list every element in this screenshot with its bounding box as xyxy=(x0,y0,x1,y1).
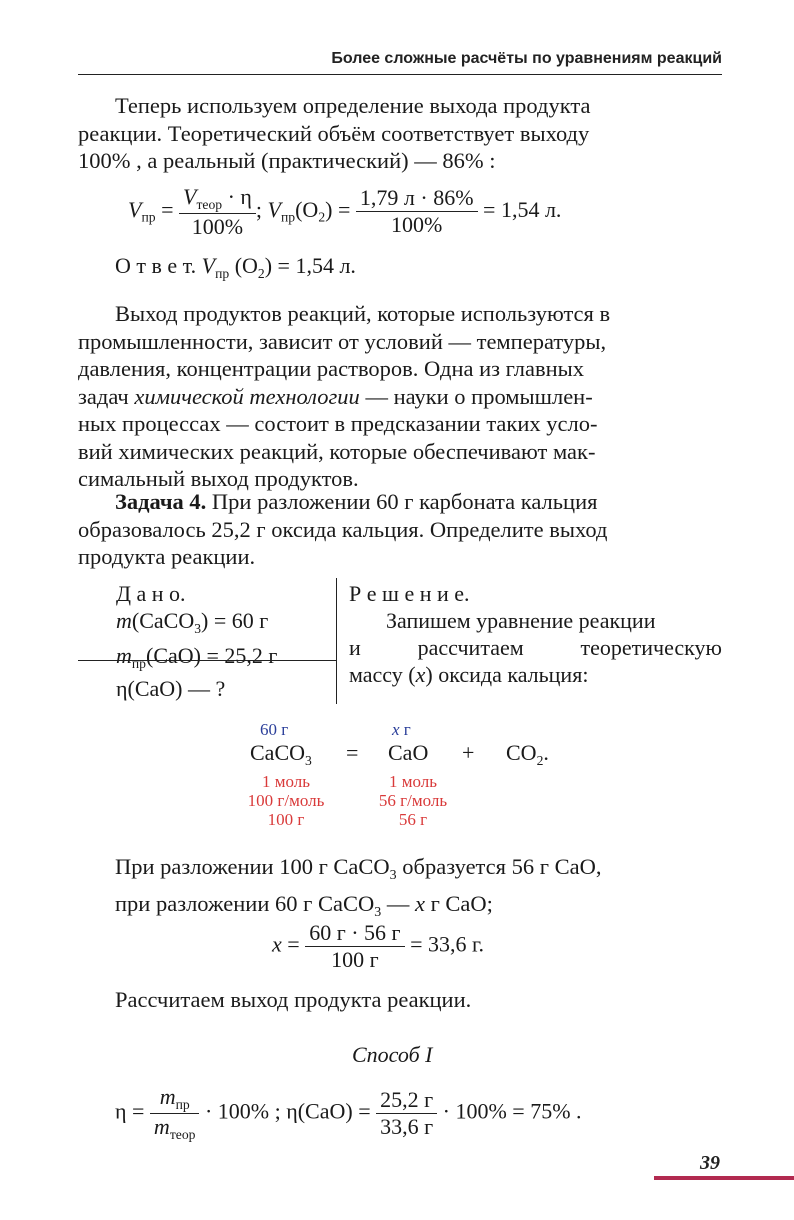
fraction-2 xyxy=(356,185,478,238)
reaction-equals: = xyxy=(346,740,359,765)
given-m2-rest: (CaO) = 25,2 г xyxy=(146,642,278,668)
den-2: 100% xyxy=(391,212,443,238)
pr2-subscript: пр xyxy=(281,209,296,225)
solution-title: Р е ш е н и е. xyxy=(349,581,470,606)
task-4 xyxy=(78,488,722,571)
p2-line-3: давления, концентрации растворов. Одна из главных xyxy=(78,356,584,381)
calc-text xyxy=(115,853,601,927)
running-header xyxy=(78,44,722,75)
formula-yield xyxy=(115,1084,582,1143)
p2-line-2: промышленности, зависит от условий — температуры, xyxy=(78,328,607,354)
formula-volume xyxy=(128,184,561,240)
task-line-3: продукта реакции. xyxy=(78,544,256,569)
reaction-above-1: 60 г xyxy=(260,720,289,739)
f3-den-sub: теор xyxy=(169,1126,196,1142)
below2-molar: 56 г/моль xyxy=(378,791,448,810)
reactant-caco3: CaCO xyxy=(250,740,305,765)
reaction-below-1 xyxy=(226,772,346,829)
f2-eq: = xyxy=(287,931,300,957)
result-1: = 1,54 л. xyxy=(483,196,562,222)
num-v: V xyxy=(182,184,197,209)
p2-line-7: симальный выход продуктов. xyxy=(78,466,359,491)
given-title: Д а н о. xyxy=(116,581,186,606)
intro-line-2: реакции. Теоретический объём соответствует выходу xyxy=(78,120,590,146)
reaction-below-2 xyxy=(353,772,473,829)
f3-fraction-2 xyxy=(376,1087,437,1140)
solution-x: x xyxy=(415,662,426,687)
p2-line-5: ных процессах — состоит в предсказании таких усло- xyxy=(78,411,598,436)
given-solution-divider xyxy=(336,578,337,704)
f3-fraction-1 xyxy=(150,1084,200,1143)
calc-x: x xyxy=(414,890,425,916)
teor-subscript: теор xyxy=(196,196,223,212)
o2-sub: 2 xyxy=(318,209,326,225)
solution-l2c: теоретическую xyxy=(580,635,722,660)
p2-line-1: Выход продуктов реакций, которые используются в xyxy=(115,301,611,326)
fraction-1 xyxy=(179,184,256,240)
given-m1: m xyxy=(116,608,132,633)
given-m1-sub: 3 xyxy=(194,620,202,636)
given-m1-rest: (CaCO xyxy=(131,608,195,633)
p2-line-4a: задач xyxy=(78,383,135,409)
v-symbol: V xyxy=(128,196,142,222)
method-heading: Способ I xyxy=(352,1042,433,1067)
given-find: η(CaO) — ? xyxy=(116,676,226,701)
co2-text: CO xyxy=(506,740,537,765)
f2-num: 60 г · 56 г xyxy=(305,920,404,947)
f3-eta: η = xyxy=(115,1098,145,1124)
f2-result: = 33,6 г. xyxy=(410,931,485,957)
caco3-sub: 3 xyxy=(305,752,312,768)
calc-l2sub: 3 xyxy=(374,904,382,920)
f3-den-m: m xyxy=(153,1113,170,1139)
intro-line-1: Теперь используем определение выхода продукта xyxy=(115,93,591,118)
given-m2-sub: пр xyxy=(131,655,146,671)
calc-l2b: — xyxy=(381,890,415,916)
reaction-above-2-unit: г xyxy=(399,720,411,739)
task-line-2: образовалось 25,2 г оксида кальция. Определите выход xyxy=(78,516,608,542)
calc-l1b: образуется 56 г CaO, xyxy=(396,854,602,879)
f3-num2: 25,2 г xyxy=(376,1087,437,1114)
calc-l2c: г CaO; xyxy=(424,890,493,916)
separator: ; xyxy=(255,196,263,222)
calc-l2a: при разложении 60 г CaCO xyxy=(115,890,375,916)
page-number: 39 xyxy=(700,1152,720,1174)
below2-mass: 56 г xyxy=(398,810,428,829)
given-block xyxy=(116,580,277,677)
reaction-dot: . xyxy=(543,740,549,765)
answer-pr: пр xyxy=(215,265,230,281)
f3-den2: 33,6 г xyxy=(380,1113,434,1139)
num-2: 1,79 л · 86% xyxy=(356,185,478,212)
below1-mol: 1 моль xyxy=(261,772,311,791)
answer-open: (O xyxy=(229,253,258,278)
reaction-equation xyxy=(250,740,312,769)
solution-l2a: и xyxy=(349,635,361,660)
p2-term: химической технологии xyxy=(134,383,360,409)
f2-den: 100 г xyxy=(331,947,379,972)
below1-molar: 100 г/моль xyxy=(247,791,325,810)
answer-rest: ) = 1,54 л. xyxy=(264,253,356,278)
f3-num-sub: пр xyxy=(175,1096,190,1112)
intro-line-3: 100% , а реальный (практический) — 86% : xyxy=(78,148,496,173)
given-divider xyxy=(78,660,336,661)
den-1: 100% xyxy=(191,213,244,239)
formula-x xyxy=(272,920,484,973)
task-label: Задача 4. xyxy=(115,489,207,514)
given-m2: m xyxy=(116,642,132,668)
f3-end: · 100% = 75% . xyxy=(437,1098,582,1124)
solution-l3a: массу ( xyxy=(349,662,416,687)
technology-paragraph xyxy=(78,300,722,493)
f2-fraction xyxy=(305,920,404,973)
v2-symbol: V xyxy=(267,196,281,222)
reaction-above-2 xyxy=(392,720,411,740)
calc-l1sub: 3 xyxy=(389,867,397,883)
page-accent-bar xyxy=(654,1176,794,1180)
solution-line-1: Запишем уравнение реакции xyxy=(386,608,656,633)
p2-line-6: вий химических реакций, которые обеспечивают мак- xyxy=(78,438,596,464)
solution-l2b: рассчитаем xyxy=(417,635,524,660)
f3-num-m: m xyxy=(159,1084,176,1109)
answer-label: О т в е т. xyxy=(115,253,197,278)
f3-mid: · 100% ; η(CaO) = xyxy=(199,1098,371,1124)
header-title: Более сложные расчёты по уравнениям реакций xyxy=(331,50,722,67)
answer-v: V xyxy=(201,253,216,278)
o2-open: (O xyxy=(295,196,319,222)
answer-sub: 2 xyxy=(257,265,265,281)
solution-block xyxy=(349,580,722,688)
f2-x: x xyxy=(272,931,282,957)
intro-paragraph xyxy=(78,92,722,175)
product-cao: CaO xyxy=(388,740,429,765)
below1-mass: 100 г xyxy=(267,810,305,829)
equals: = xyxy=(161,196,174,222)
pr-subscript: пр xyxy=(141,209,156,225)
below2-mol: 1 моль xyxy=(388,772,438,791)
reaction-plus: + xyxy=(462,740,475,765)
co2-sub: 2 xyxy=(536,752,544,768)
calc-l1a: При разложении 100 г CaCO xyxy=(115,854,390,879)
reaction-x: x xyxy=(392,720,400,739)
given-m1-end: ) = 60 г xyxy=(201,608,269,633)
o2-close: ) xyxy=(325,196,333,222)
task-line-1: При разложении 60 г карбоната кальция xyxy=(206,489,598,514)
p2-line-4c: — науки о промышлен- xyxy=(359,383,593,409)
answer-line xyxy=(115,253,356,282)
product-co2 xyxy=(506,740,549,769)
yield-text: Рассчитаем выход продукта реакции. xyxy=(115,987,472,1012)
equals-2: = xyxy=(337,196,351,222)
num-rest: · η xyxy=(222,184,252,209)
solution-l3b: ) оксида кальция: xyxy=(425,662,589,687)
